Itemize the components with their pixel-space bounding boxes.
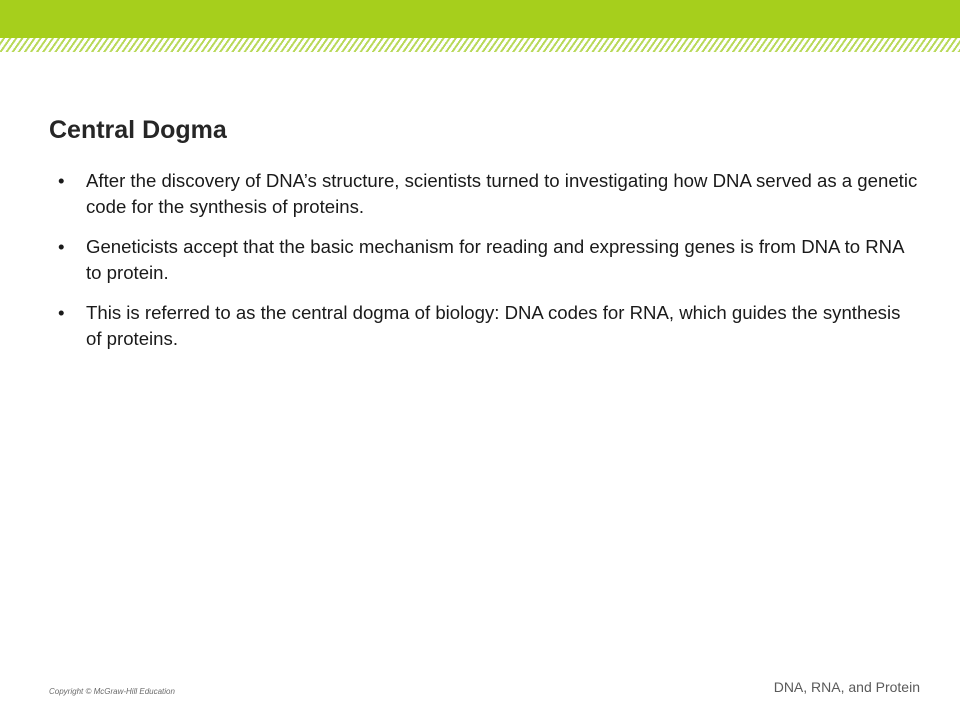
bullet-text: This is referred to as the central dogma of biology: DNA codes for RNA, which guides the synthesis of proteins. (86, 302, 901, 349)
bullet-dot-icon: • (58, 302, 65, 323)
header-accent-band (0, 0, 960, 38)
footer-topic-label: DNA, RNA, and Protein (773, 679, 920, 695)
header-hatch-stripe (0, 38, 960, 52)
bullet-text: After the discovery of DNA’s structure, scientists turned to investigating how DNA served as a genetic code for the synthesis of proteins. (86, 170, 918, 217)
bullet-item (49, 168, 919, 220)
bullet-text: Geneticists accept that the basic mechanism for reading and expressing genes is from DNA to RNA to protein. (86, 236, 904, 283)
slide-title: Central Dogma (49, 116, 227, 144)
bullet-list (49, 168, 919, 366)
bullet-item (49, 300, 919, 352)
bullet-dot-icon: • (58, 236, 65, 257)
copyright-notice: Copyright © McGraw-Hill Education (49, 687, 175, 696)
bullet-item (49, 234, 919, 286)
bullet-dot-icon: • (58, 170, 65, 191)
